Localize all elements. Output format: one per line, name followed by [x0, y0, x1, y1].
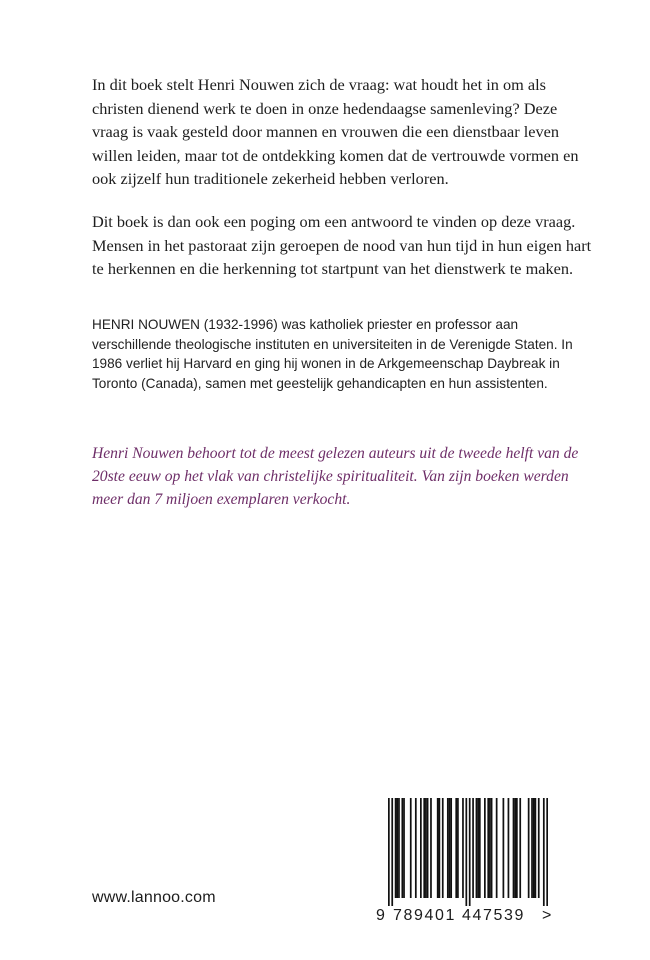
barcode-bar [420, 798, 422, 898]
barcode-bar [430, 798, 432, 898]
barcode-bar [395, 798, 397, 898]
barcode-bar [391, 798, 393, 906]
barcode-bar [476, 798, 478, 898]
barcode-bar [513, 798, 515, 898]
barcode-bar [519, 798, 521, 898]
publisher-website-link[interactable]: www.lannoo.com [92, 889, 216, 906]
barcode-bar [543, 798, 545, 906]
barcode-bars-graphic [388, 798, 548, 906]
barcode-bar [437, 798, 439, 898]
isbn-barcode [378, 798, 556, 938]
barcode-bar [477, 798, 479, 898]
barcode-bar [427, 798, 429, 898]
barcode-bar [388, 798, 390, 906]
barcode-bar [423, 798, 425, 898]
isbn-quiet-zone-marker: > [542, 907, 552, 924]
barcode-bar [465, 798, 467, 906]
barcode-bar [484, 798, 486, 898]
barcode-bar [508, 798, 510, 898]
barcode-bar [410, 798, 412, 898]
barcode-bar [447, 798, 449, 898]
barcode-bar [533, 798, 535, 898]
isbn-number: 789401 447539 [393, 907, 526, 924]
intro-paragraph-1: In dit boek stelt Henri Nouwen zich de vraag: wat houdt het in om als christen dienend werk te doen in onze hedendaagse samenleving? Deze vraag is vaak gesteld door mannen en vrouwen die een dienstbaar leven willen leiden, maar tot de ontdekking komen dat de vertrouwde vormen en ook zijzelf hun traditionele zekerheid hebben verloren. [92, 75, 579, 189]
barcode-bar [487, 798, 489, 898]
barcode-bar [455, 798, 457, 898]
intro-paragraph-2: Dit boek is dan ook een poging om een antwoord te vinden op deze vraag. Mensen in het pastoraat zijn geroepen de nood van hun tijd in hun eigen hart te herkennen en die herkenning tot startpunt van het dienstwerk te maken. [92, 211, 592, 279]
barcode-bar [403, 798, 405, 898]
barcode-bar [449, 798, 451, 898]
barcode-bar [546, 798, 548, 906]
barcode-bar [425, 798, 427, 898]
barcode-bar [396, 798, 398, 898]
barcode-bar [538, 798, 540, 898]
barcode-bar [516, 798, 518, 898]
barcode-bar [462, 798, 464, 898]
barcode-bar [528, 798, 530, 898]
barcode-bar [489, 798, 491, 898]
barcode-bar [535, 798, 537, 898]
barcode-bar [503, 798, 505, 898]
barcode-bar [491, 798, 493, 898]
isbn-first-digit: 9 [376, 907, 385, 924]
author-quote: Henri Nouwen behoort tot de meest gelezen auteurs uit de tweede helft van de 20ste eeuw op het vlak van christelijke spiritualiteit. Van zijn boeken werden meer dan 7 miljoen exemplaren verkocht. [92, 445, 579, 508]
barcode-bar [415, 798, 417, 898]
barcode-bar [442, 798, 444, 898]
barcode-bar [439, 798, 441, 898]
back-cover-description [92, 73, 592, 300]
barcode-bar [479, 798, 481, 898]
barcode-bar [457, 798, 459, 898]
barcode-bar [514, 798, 516, 898]
barcode-bar [496, 798, 498, 898]
barcode-bar [469, 798, 471, 906]
barcode-bar [398, 798, 400, 898]
barcode-bar [531, 798, 533, 898]
barcode-bar [450, 798, 452, 898]
barcode-bar [472, 798, 474, 898]
barcode-bar [401, 798, 403, 898]
author-bio: HENRI NOUWEN (1932-1996) was katholiek priester en professor aan verschillende theologische instituten en universiteiten in de Verenigde Staten. In 1986 verliet hij Harvard en ging hij wonen in de Arkgemeenschap Daybreak in Toronto (Canada), samen met geestelijk gehandicapten en hun assistenten. [92, 317, 573, 392]
